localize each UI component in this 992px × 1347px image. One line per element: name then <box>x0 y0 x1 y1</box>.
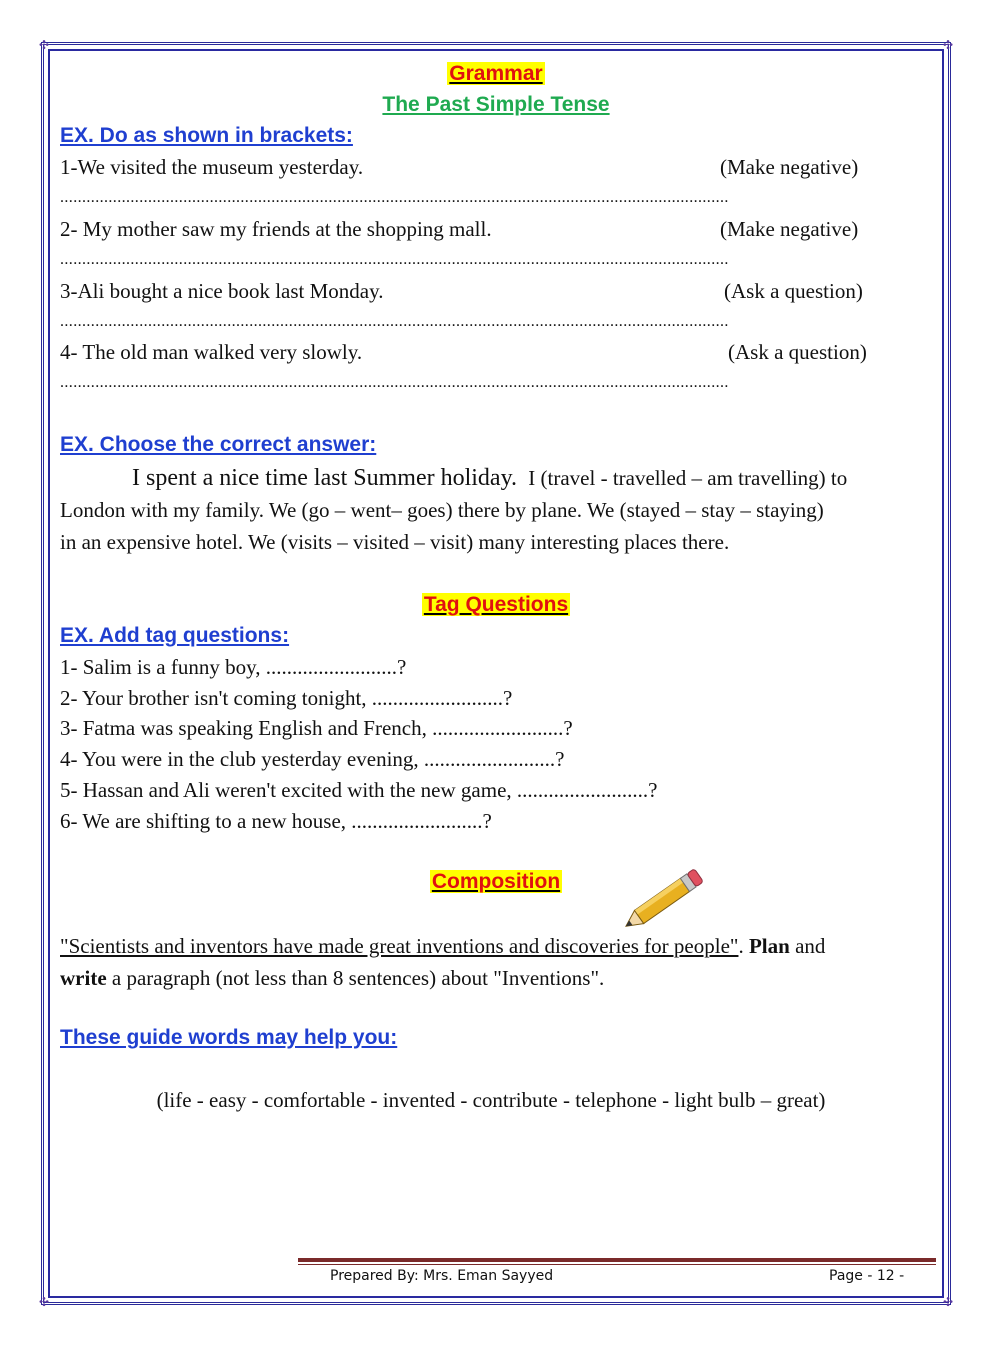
choice-group-travel[interactable]: I (travel - travelled – am travelling) to <box>528 466 848 490</box>
composition-line-2 <box>60 962 932 994</box>
composition-punct: . <box>738 934 749 958</box>
answer-line[interactable]: ........................................................................................................................................................ <box>60 313 729 330</box>
paragraph-line-3[interactable]: in an expensive hotel. We (visits – visited – visit) many interesting places there. <box>60 530 730 554</box>
exercise-item-instruction: (Make negative) <box>720 155 859 179</box>
tag-questions-title: Tag Questions <box>423 593 569 616</box>
exercise-item-text: 1-We visited the museum yesterday. <box>60 155 364 179</box>
exercise-heading-choose: EX. Choose the correct answer: <box>60 433 377 456</box>
composition-title-wrap <box>0 870 992 894</box>
exercise-item-text: 2- My mother saw my friends at the shopping mall. <box>60 217 492 241</box>
answer-line[interactable]: ........................................................................................................................................................ <box>60 374 729 391</box>
exercise-item-instruction: (Ask a question) <box>728 340 867 364</box>
composition-write: write <box>60 966 107 990</box>
grammar-title-wrap <box>0 62 992 86</box>
corner-ornament: ✣ <box>942 38 954 52</box>
tag-question-item[interactable]: 5- Hassan and Ali weren't excited with the new game, .........................? <box>60 778 658 802</box>
tag-questions-title-wrap <box>0 593 992 617</box>
exercise-item-instruction: (Make negative) <box>720 217 859 241</box>
composition-and: and <box>789 934 826 958</box>
exercise-item-text: 4- The old man walked very slowly. <box>60 340 363 364</box>
corner-ornament: ✣ <box>942 1295 954 1309</box>
composition-plan: Plan <box>748 934 790 958</box>
guide-words-heading: These guide words may help you: <box>60 1026 398 1049</box>
footer-page-number: Page - 12 - <box>829 1268 905 1284</box>
composition-prompt <box>60 930 932 994</box>
pencil-icon <box>616 866 708 936</box>
tag-question-item[interactable]: 1- Salim is a funny boy, .........................? <box>60 655 407 679</box>
tag-question-item[interactable]: 3- Fatma was speaking English and French, .........................? <box>60 716 573 740</box>
footer-prepared-by: Prepared By: Mrs. Eman Sayyed <box>330 1268 554 1284</box>
exercise-item-text: 3-Ali bought a nice book last Monday. <box>60 279 384 303</box>
exercise-heading-brackets: EX. Do as shown in brackets: <box>60 124 353 147</box>
paragraph-lead: I spent a nice time last Summer holiday. <box>132 465 518 491</box>
paragraph-line-2[interactable]: London with my family. We (go – went– goes) there by plane. We (stayed – stay – staying) <box>60 498 824 522</box>
answer-line[interactable]: ........................................................................................................................................................ <box>60 251 729 268</box>
tag-question-item[interactable]: 6- We are shifting to a new house, .........................? <box>60 809 492 833</box>
guide-words: (life - easy - comfortable - invented - contribute - telephone - light bulb – great) <box>156 1088 826 1112</box>
tag-question-item[interactable]: 2- Your brother isn't coming tonight, .........................? <box>60 686 513 710</box>
paragraph-line-1 <box>60 462 932 494</box>
exercise-heading-tags: EX. Add tag questions: <box>60 624 290 647</box>
choose-paragraph <box>60 462 932 558</box>
answer-line[interactable]: ........................................................................................................................................................ <box>60 189 729 206</box>
tag-question-item[interactable]: 4- You were in the club yesterday evening, .........................? <box>60 747 565 771</box>
composition-title: Composition <box>431 870 561 893</box>
composition-quote: "Scientists and inventors have made great inventions and discoveries for people" <box>60 934 739 958</box>
composition-rest: a paragraph (not less than 8 sentences) about "Inventions". <box>106 966 605 990</box>
footer-rule <box>298 1258 936 1262</box>
footer-rule-thin <box>298 1264 936 1265</box>
past-simple-subtitle: The Past Simple Tense <box>382 93 610 116</box>
composition-line-1 <box>60 930 932 962</box>
corner-ornament: ✣ <box>38 38 50 52</box>
grammar-title: Grammar <box>449 62 543 85</box>
exercise-item-instruction: (Ask a question) <box>724 279 863 303</box>
corner-ornament: ✣ <box>38 1295 50 1309</box>
